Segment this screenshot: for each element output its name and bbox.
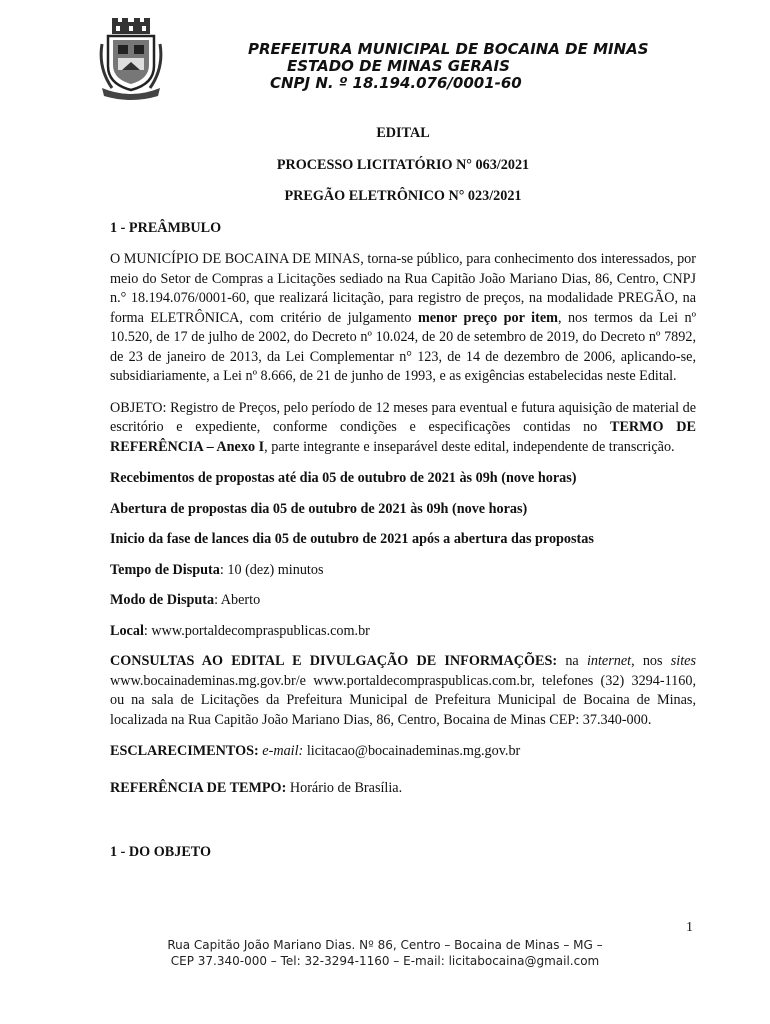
tempo-disputa <box>110 561 696 581</box>
municipal-coat-of-arms <box>98 18 164 100</box>
letterhead <box>240 41 710 92</box>
modo-value: : Aberto <box>214 592 261 608</box>
tempo-label: Tempo de Disputa <box>110 561 220 578</box>
consultas-sites: sites <box>670 653 696 669</box>
referencia-label: REFERÊNCIA DE TEMPO: <box>110 779 287 796</box>
modo-disputa <box>110 591 696 611</box>
preambulo-text-a: O MUNICÍPIO DE BOCAINA DE MINAS, torna-se público, para conhecimento dos interessados, por meio do Setor de Compras a Licitações sediado na Rua Capitão João Mariano Dias, 86, Centro, CNPJ n.° 18.194.076/0001-60, que realizará licitação, para registro de preços, na modalidade PREGÃO, na forma ELETRÔNICA, com critério de julgamento <box>110 251 696 326</box>
title-pregao: PREGÃO ELETRÔNICO N° 023/2021 <box>284 188 522 204</box>
date-recebimentos: Recebimentos de propostas até dia 05 de outubro de 2021 às 09h (nove horas) <box>110 470 577 486</box>
tempo-value: : 10 (dez) minutos <box>219 561 324 578</box>
letterhead-prefeitura: PREFEITURA MUNICIPAL DE BOCAINA DE MINAS <box>248 40 649 58</box>
consultas-paragraph <box>110 652 696 730</box>
local <box>110 622 696 642</box>
esclarecimentos-email: licitacao@bocainademinas.mg.gov.br <box>303 743 521 759</box>
footer-address: Rua Capitão João Mariano Dias. Nº 86, Centro – Bocaina de Minas – MG – <box>167 938 603 952</box>
preambulo-paragraph <box>110 250 696 387</box>
local-value: : www.portaldecompraspublicas.com.br <box>143 622 370 639</box>
document-body <box>110 124 696 875</box>
esclarecimentos <box>110 742 696 762</box>
date-abertura: Abertura de propostas dia 05 de outubro de 2021 às 09h (nove horas) <box>110 500 528 517</box>
preambulo-criterio: menor preço por item <box>417 309 558 326</box>
title-processo: PROCESSO LICITATÓRIO N° 063/2021 <box>276 156 530 173</box>
title-edital: EDITAL <box>376 125 430 141</box>
preambulo-text-b: , nos termos da Lei nº 10.520, de 17 de julho de 2002, do Decreto nº 10.024, de 20 de setembro de 2019, do Decreto nº 7892, de 23 de janeiro de 2013, da Lei Complementar n° 123, de 14 de dezembro de 2006, aplicando-se, subsidiariamente, a Lei nº 8.666, de 21 de junho de 1993, e as exigências estabelecidas neste Edital. <box>110 309 696 384</box>
date-lances: Inicio da fase de lances dia 05 de outubro de 2021 após a abertura das propostas <box>110 531 594 547</box>
consultas-text-1: na <box>557 653 587 669</box>
modo-label: Modo de Disputa <box>110 592 215 608</box>
letterhead-cnpj: CNPJ N. º 18.194.076/0001-60 <box>270 74 522 92</box>
objeto-text-b: , parte integrante e inseparável deste edital, independente de transcrição. <box>264 438 675 455</box>
consultas-text-3: www.bocainademinas.mg.gov.br/e www.portaldecompraspublicas.com.br, telefones (32) 3294-1160, ou na sala de Licitações da Prefeitura Municipal de Prefeitura Municipal de Bocaina de Minas, localizada na Rua Capitão João Mariano Dias, 86, Centro, Bocaina de Minas CEP: 37.340-000. <box>110 672 696 728</box>
page-footer <box>130 937 640 969</box>
section-objeto-heading: 1 - DO OBJETO <box>110 844 212 860</box>
objeto-text-a: OBJETO: Registro de Preços, pelo período de 12 meses para eventual e futura aquisição de material de escritório e expediente, conforme condições e especificações contidas no <box>110 399 696 435</box>
section-preambulo-heading: 1 - PREÂMBULO <box>110 219 222 236</box>
objeto-paragraph <box>110 399 696 458</box>
letterhead-estado: ESTADO DE MINAS GERAIS <box>287 57 510 75</box>
consultas-text-2: , nos <box>631 653 671 669</box>
spacer <box>110 809 696 843</box>
referencia-tempo <box>110 779 696 799</box>
esclarecimentos-email-label: e-mail: <box>262 743 304 759</box>
consultas-internet: internet <box>586 653 632 669</box>
footer-contact: CEP 37.340-000 – Tel: 32-3294-1160 – E-mail: licitabocaina@gmail.com <box>170 954 600 968</box>
page-number: 1 <box>686 920 693 935</box>
consultas-label: CONSULTAS AO EDITAL E DIVULGAÇÃO DE INFORMAÇÕES: <box>110 653 558 669</box>
local-label: Local <box>110 622 144 639</box>
esclarecimentos-label: ESCLARECIMENTOS: <box>110 743 259 759</box>
objeto-termo: TERMO DE REFERÊNCIA – Anexo I <box>110 419 696 455</box>
referencia-value: Horário de Brasília. <box>286 779 403 796</box>
